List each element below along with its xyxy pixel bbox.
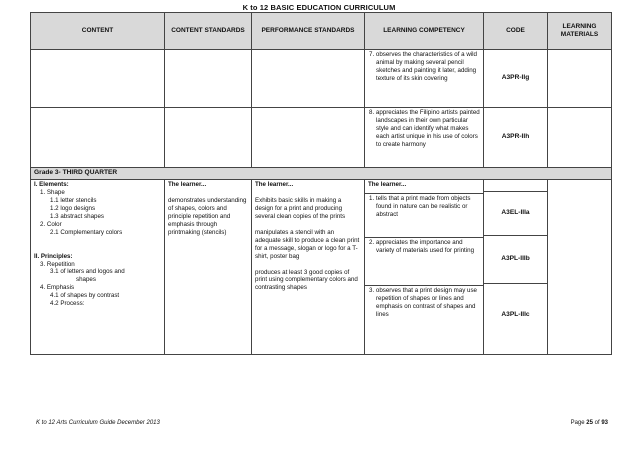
page-word: Page [570, 420, 585, 426]
code-cell: A3PR-IIh [484, 108, 548, 168]
header-code: CODE [484, 13, 548, 50]
list-item: 2.1 Complementary colors [50, 228, 123, 236]
list-item: 3. Repetition [40, 260, 75, 268]
header-content: CONTENT [31, 13, 165, 50]
table-row [31, 108, 612, 168]
header-content-standards: CONTENT STANDARDS [165, 13, 252, 50]
table-row [31, 50, 612, 108]
header-learning-materials: LEARNING MATERIALS [548, 13, 612, 50]
empty-cell [165, 108, 252, 168]
list-item: 4.1 of shapes by contrast [50, 292, 120, 300]
competency-cell [365, 50, 484, 108]
list-item: 4.2 Process: [50, 300, 85, 308]
competency-text: 2. appreciates the importance and variety of materials used for printing [369, 239, 475, 254]
list-item: 1.2 logo designs [50, 204, 96, 212]
competency-text: 3. observes that a print design may use repetition of shapes or lines and emphasis on contrast of shapes and lines [369, 287, 477, 318]
page-total: 93 [601, 420, 608, 426]
list-item: 1.1 letter stencils [50, 196, 97, 204]
code-text: A3PL-IIIb [484, 235, 547, 283]
code-cell: A3PR-IIg [484, 50, 548, 108]
competency-item [365, 193, 483, 237]
competency-text: 8. appreciates the Filipino artists painted landscapes in their own particular style and can identify what makes each artist unique in his use of colors to create harmony [369, 109, 480, 148]
code-text: A3PL-IIIc [484, 283, 547, 346]
footer-guide-title: K to 12 Arts Curriculum Guide December 2013 [36, 420, 160, 426]
performance-standards-cell [252, 180, 365, 355]
of-word: of [594, 420, 600, 426]
code-cell [484, 180, 548, 355]
table-row [31, 180, 612, 355]
empty-cell [252, 108, 365, 168]
empty-cell [548, 108, 612, 168]
elements-heading: I. Elements: [34, 181, 69, 188]
footer-page-number [571, 420, 608, 426]
page-num: 25 [586, 420, 593, 426]
list-item: 4. Emphasis [40, 284, 75, 292]
list-item: 1.3 abstract shapes [50, 212, 105, 220]
empty-cell [548, 50, 612, 108]
curriculum-table [30, 12, 612, 355]
document-title: K to 12 BASIC EDUCATION CURRICULUM [242, 3, 396, 12]
competency-item [365, 237, 483, 285]
list-item: shapes [76, 276, 96, 284]
content-cell [31, 180, 165, 355]
quarter-label: Grade 3- THIRD QUARTER [31, 168, 612, 180]
list-item: 1. Shape [40, 188, 65, 196]
performance-text: Exhibits basic skills in making a design for a print and producing several clean copies of the prints [255, 196, 346, 220]
header-learning-competency: LEARNING COMPETENCY [365, 13, 484, 50]
empty-cell [165, 50, 252, 108]
empty-cell [31, 108, 165, 168]
learner-lead: The learner... [255, 181, 294, 188]
content-standards-cell [165, 180, 252, 355]
header-performance-standards: PERFORMANCE STANDARDS [252, 13, 365, 50]
learner-lead: The learner... [368, 181, 407, 188]
list-item: 2. Color [40, 220, 62, 228]
empty-cell [548, 180, 612, 355]
performance-text: manipulates a stencil with an adequate skill to produce a clean print for a message, slogan or logo for a T-shirt, poster bag [255, 228, 360, 260]
content-standard-text: demonstrates understanding of shapes, colors and principle repetition and emphasis through printmaking (stencils) [168, 196, 247, 236]
quarter-row [31, 168, 612, 180]
principles-heading: II. Principles: [34, 252, 73, 260]
list-item: 3.1 of letters and logos and [50, 268, 125, 276]
empty-cell [252, 50, 365, 108]
learner-lead: The learner... [168, 181, 207, 188]
code-text: A3EL-IIIa [484, 191, 547, 235]
competency-text: 7. observes the characteristics of a wild animal by making several pencil sketches and painting it later, adding texture of its skin covering [369, 51, 477, 82]
header-row [31, 13, 612, 50]
competency-cell [365, 180, 484, 355]
competency-cell [365, 108, 484, 168]
empty-cell [31, 50, 165, 108]
performance-text: produces at least 3 good copies of print using complementary colors and contrasting shapes [255, 268, 358, 292]
competency-text: 1. tells that a print made from objects found in nature can be realistic or abstract [369, 195, 471, 218]
competency-item [365, 285, 483, 348]
